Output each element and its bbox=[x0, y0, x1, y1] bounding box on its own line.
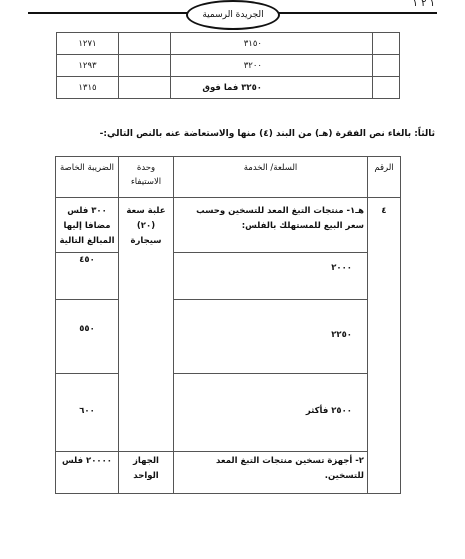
table-row bbox=[57, 33, 400, 55]
amendment-paragraph: ثالثاً: بالغاء نص الفقرة (هـ) من البند (٤) منها والاستعاضة عنه بالنص التالي:- bbox=[99, 129, 435, 139]
price-tier: ٢٠٠٠ bbox=[331, 263, 352, 273]
price-tier: ٢٢٥٠ bbox=[331, 330, 352, 340]
price-cell: ٣١٥٠ bbox=[171, 33, 373, 55]
empty-cell bbox=[119, 33, 171, 55]
tax-cell: ٦٠٠ bbox=[56, 374, 119, 452]
goods-cell bbox=[174, 374, 368, 452]
header-unit: وحدة الاستيفاء bbox=[119, 157, 174, 198]
table-row bbox=[56, 300, 401, 374]
empty-cell bbox=[119, 55, 171, 77]
main-tax-table bbox=[55, 156, 401, 494]
empty-cell bbox=[373, 55, 400, 77]
unit-cell: علبة سعة (٢٠) سيجارة bbox=[119, 198, 174, 452]
tax-cell: ٥٥٠ bbox=[56, 300, 119, 374]
goods-cell: ٢- أجهزة تسخين منتجات التبغ المعد للتسخين. bbox=[174, 452, 368, 494]
tax-cell: ٤٥٠ bbox=[56, 253, 119, 300]
empty-cell bbox=[119, 77, 171, 99]
header-goods: السلعة/ الخدمة bbox=[174, 157, 368, 198]
empty-cell bbox=[373, 33, 400, 55]
price-tier: ٢٥٠٠ فأكثر bbox=[305, 406, 352, 416]
continued-tax-table bbox=[56, 32, 400, 99]
header-tax: الضريبة الخاصة bbox=[56, 157, 119, 198]
goods-cell bbox=[174, 253, 368, 300]
goods-cell bbox=[174, 300, 368, 374]
price-cell: ٣٢٠٠ bbox=[171, 55, 373, 77]
table-row bbox=[57, 55, 400, 77]
gazette-title: الجريدة الرسمية bbox=[202, 10, 264, 20]
table-row bbox=[56, 374, 401, 452]
table-row bbox=[56, 198, 401, 253]
price-cell: ٣٢٥٠ فما فوق bbox=[171, 77, 373, 99]
table-header-row bbox=[56, 157, 401, 198]
item-number-cell: ٤ bbox=[368, 198, 401, 494]
goods-cell: هـ١- منتجات التبغ المعد للتسخين وحسب سعر البيع للمستهلك بالفلس: bbox=[174, 198, 368, 253]
table-row bbox=[56, 452, 401, 494]
gazette-title-oval bbox=[186, 0, 280, 30]
page-corner-mark: ١ ٢ ١ bbox=[412, 0, 435, 9]
tax-cell: ١٣١٥ bbox=[57, 77, 119, 99]
empty-cell bbox=[373, 77, 400, 99]
tax-cell: ١٢٩٣ bbox=[57, 55, 119, 77]
table-row bbox=[56, 253, 401, 300]
tax-cell: ٣٠٠ فلس مضافا إليها المبالغ التالية bbox=[56, 198, 119, 253]
header-number: الرقم bbox=[368, 157, 401, 198]
tax-cell: ١٢٧١ bbox=[57, 33, 119, 55]
table-row bbox=[57, 77, 400, 99]
unit-cell: الجهاز الواحد bbox=[119, 452, 174, 494]
tax-cell: ٢٠٠٠٠ فلس bbox=[56, 452, 119, 494]
